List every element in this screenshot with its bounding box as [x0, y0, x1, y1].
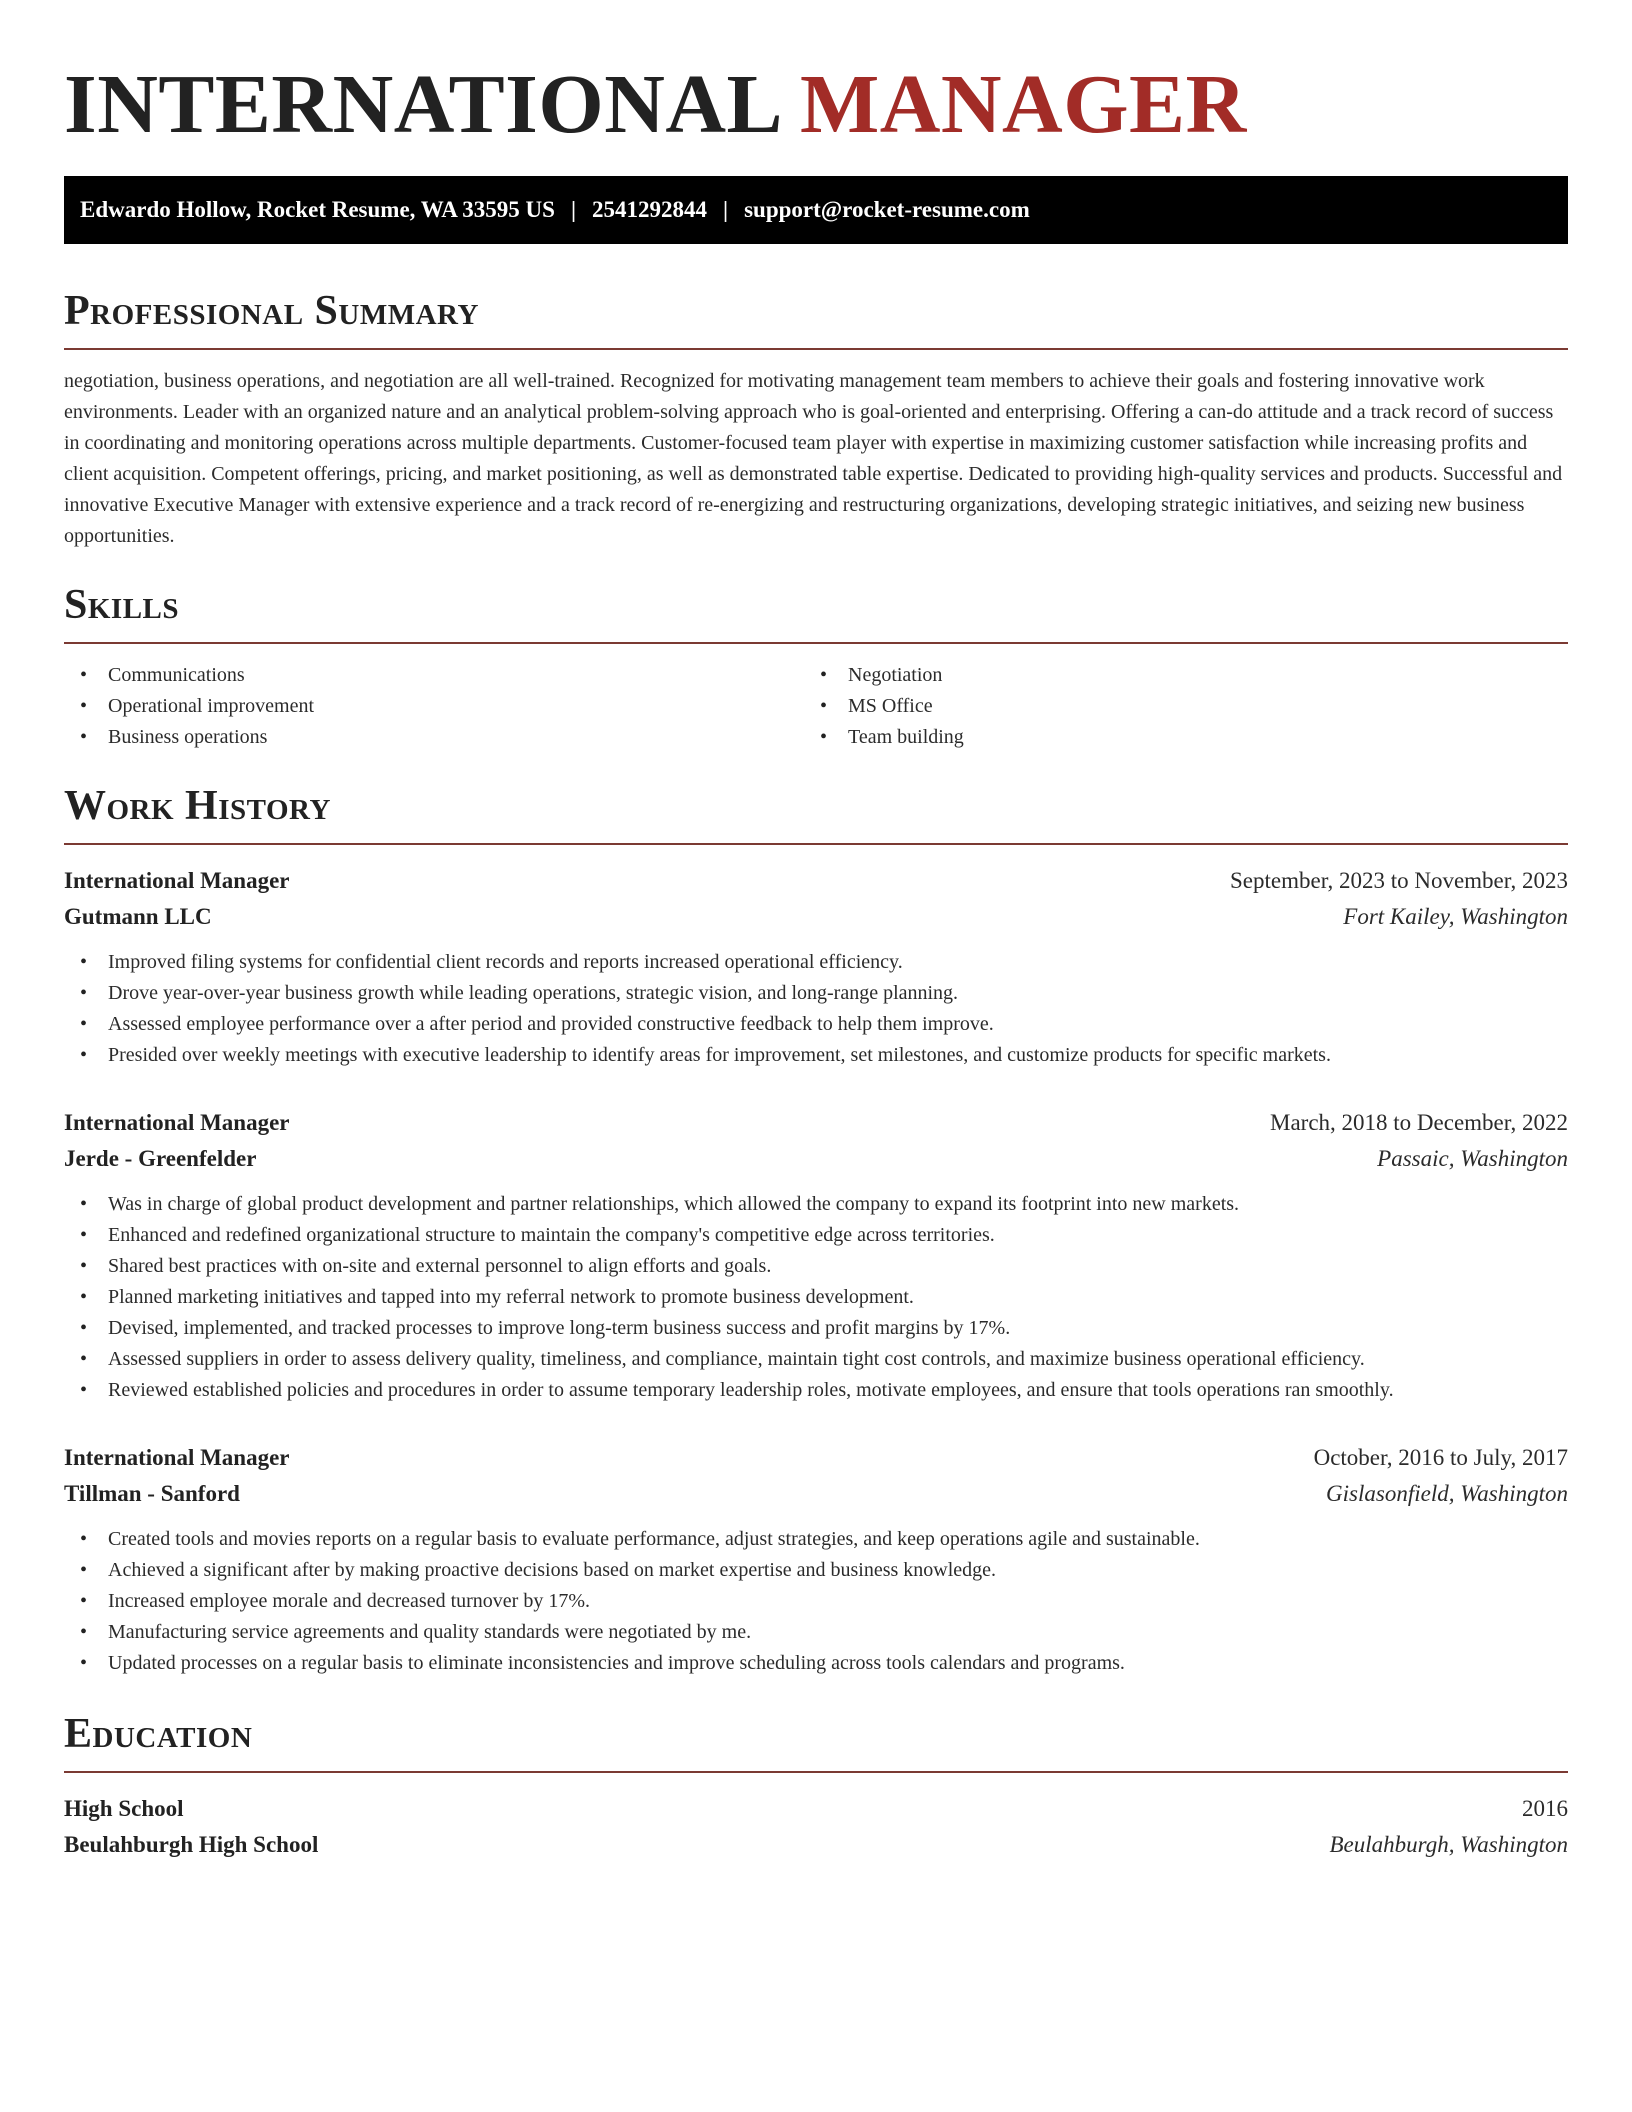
skills-list	[64, 660, 1568, 753]
job-bullet: • Assessed employee performance over a after period and provided constructive feedback to help them improve.	[64, 1009, 1568, 1040]
job-company-row	[64, 1476, 1568, 1512]
skill-item: • Operational improvement	[64, 691, 804, 722]
work-history-heading: Work History	[64, 781, 1568, 845]
summary-section	[64, 286, 1568, 552]
job-dates: October, 2016 to July, 2017	[1313, 1445, 1568, 1470]
job-dates: September, 2023 to November, 2023	[1230, 868, 1568, 893]
contact-separator: |	[723, 197, 729, 222]
job-header-row	[64, 1105, 1568, 1141]
job-bullet: • Shared best practices with on-site and external personnel to align efforts and goals.	[64, 1251, 1568, 1282]
contact-bar	[64, 176, 1568, 244]
education-heading: Education	[64, 1709, 1568, 1773]
job-bullets	[64, 947, 1568, 1071]
skill-item: • Business operations	[64, 722, 804, 753]
contact-phone: 2541292844	[592, 197, 708, 222]
job-bullet: • Drove year-over-year business growth while leading operations, strategic vision, and long-range planning.	[64, 978, 1568, 1009]
job-bullet: • Enhanced and redefined organizational structure to maintain the company's competitive edge across territories.	[64, 1220, 1568, 1251]
job-title: International Manager	[64, 868, 290, 893]
job-company: Gutmann LLC	[64, 904, 212, 929]
skills-column-left	[64, 660, 804, 753]
contact-address: Edwardo Hollow, Rocket Resume, WA 33595 US	[80, 197, 555, 222]
education-school: Beulahburgh High School	[64, 1832, 319, 1857]
education-header-row	[64, 1791, 1568, 1827]
job-entry	[64, 863, 1568, 1071]
title-accent: MANAGER	[799, 58, 1247, 151]
job-bullet: • Achieved a significant after by making proactive decisions based on market expertise and business knowledge.	[64, 1555, 1568, 1586]
job-entry	[64, 1440, 1568, 1679]
education-section	[64, 1709, 1568, 1863]
job-dates: March, 2018 to December, 2022	[1270, 1110, 1568, 1135]
summary-text: negotiation, business operations, and negotiation are all well-trained. Recognized for motivating management team members to achieve their goals and fostering innovative work environments. Leader with an organized nature and an analytical problem-solving approach who is goal-oriented and enterprising. Offering a can-do attitude and a track record of success in coordinating and monitoring operations across multiple departments. Customer-focused team player with expertise in maximizing customer satisfaction while increasing profits and client acquisition. Competent offerings, pricing, and market positioning, as well as demonstrated table expertise. Dedicated to providing high-quality services and products. Successful and innovative Executive Manager with extensive experience and a track record of re-energizing and restructuring organizations, developing strategic initiatives, and seizing new business opportunities.	[64, 370, 1563, 547]
contact-separator: |	[570, 197, 577, 222]
job-bullets	[64, 1524, 1568, 1679]
job-location: Fort Kailey, Washington	[1343, 904, 1568, 929]
education-degree: High School	[64, 1796, 184, 1821]
skill-item: • MS Office	[804, 691, 1544, 722]
job-bullet: • Presided over weekly meetings with executive leadership to identify areas for improvement, set milestones, and customize products for specific markets.	[64, 1040, 1568, 1071]
education-year: 2016	[1522, 1796, 1568, 1821]
job-bullets	[64, 1189, 1568, 1406]
skill-item: • Team building	[804, 722, 1544, 753]
job-title: International Manager	[64, 1110, 290, 1135]
job-bullet: • Devised, implemented, and tracked processes to improve long-term business success and profit margins by 17%.	[64, 1313, 1568, 1344]
summary-heading: Professional Summary	[64, 286, 1568, 350]
skill-item: • Negotiation	[804, 660, 1544, 691]
skills-section	[64, 580, 1568, 753]
job-title: International Manager	[64, 1445, 290, 1470]
resume-title	[64, 0, 1568, 156]
job-bullet: • Was in charge of global product development and partner relationships, which allowed the company to expand its footprint into new markets.	[64, 1189, 1568, 1220]
skill-item: • Communications	[64, 660, 804, 691]
job-location: Gislasonfield, Washington	[1326, 1481, 1568, 1506]
job-bullet: • Planned marketing initiatives and tapped into my referral network to promote business development.	[64, 1282, 1568, 1313]
education-location: Beulahburgh, Washington	[1329, 1832, 1568, 1857]
job-bullet: • Assessed suppliers in order to assess delivery quality, timeliness, and compliance, maintain tight cost controls, and maximize business operational efficiency.	[64, 1344, 1568, 1375]
job-company: Jerde - Greenfelder	[64, 1146, 257, 1171]
job-bullet: • Created tools and movies reports on a regular basis to evaluate performance, adjust strategies, and keep operations agile and sustainable.	[64, 1524, 1568, 1555]
job-company-row	[64, 1141, 1568, 1177]
job-entry	[64, 1105, 1568, 1406]
job-company-row	[64, 899, 1568, 935]
job-header-row	[64, 1440, 1568, 1476]
job-company: Tillman - Sanford	[64, 1481, 240, 1506]
job-header-row	[64, 863, 1568, 899]
job-bullet: • Manufacturing service agreements and quality standards were negotiated by me.	[64, 1617, 1568, 1648]
job-bullet: • Updated processes on a regular basis to eliminate inconsistencies and improve scheduling across tools calendars and programs.	[64, 1648, 1568, 1679]
contact-email: support@rocket-resume.com	[744, 197, 1030, 222]
job-bullet: • Reviewed established policies and procedures in order to assume temporary leadership roles, motivate employees, and ensure that tools operations ran smoothly.	[64, 1375, 1568, 1406]
job-bullet: • Improved filing systems for confidential client records and reports increased operational efficiency.	[64, 947, 1568, 978]
skills-heading: Skills	[64, 580, 1568, 644]
skills-column-right	[804, 660, 1544, 753]
work-history-section	[64, 781, 1568, 1679]
title-main: INTERNATIONAL	[64, 58, 779, 151]
job-location: Passaic, Washington	[1377, 1146, 1568, 1171]
education-entry	[64, 1791, 1568, 1863]
job-bullet: • Increased employee morale and decreased turnover by 17%.	[64, 1586, 1568, 1617]
education-school-row	[64, 1827, 1568, 1863]
